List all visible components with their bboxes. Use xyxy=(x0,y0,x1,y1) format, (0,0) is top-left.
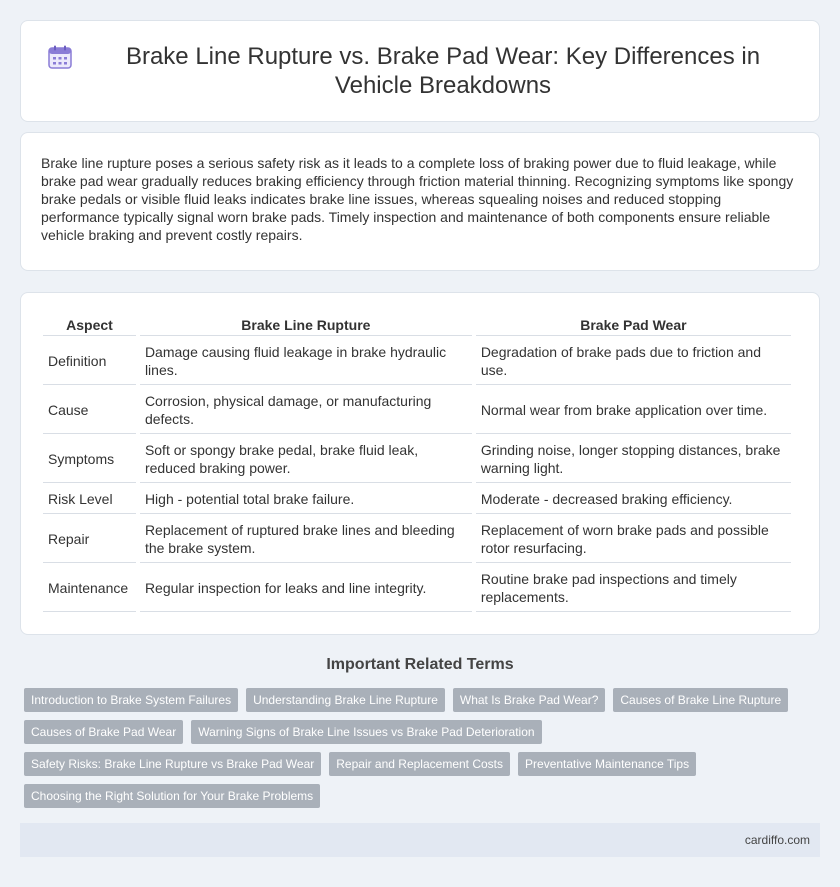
related-terms-list xyxy=(24,688,814,816)
cell-wear: Degradation of brake pads due to friction and use. xyxy=(476,336,791,385)
table-header-row xyxy=(43,314,791,336)
cell-aspect: Cause xyxy=(43,385,136,434)
comparison-table-card xyxy=(20,292,820,635)
cell-aspect: Definition xyxy=(43,336,136,385)
related-terms-title: Important Related Terms xyxy=(326,656,514,673)
cell-rupture: Corrosion, physical damage, or manufacturing defects. xyxy=(140,385,472,434)
related-term-tag[interactable]: Causes of Brake Line Rupture xyxy=(613,688,788,712)
cell-wear: Normal wear from brake application over time. xyxy=(476,385,791,434)
footer xyxy=(20,823,820,857)
related-term-tag[interactable]: What Is Brake Pad Wear? xyxy=(453,688,606,712)
cell-rupture: Regular inspection for leaks and line integrity. xyxy=(140,563,472,612)
header-aspect: Aspect xyxy=(43,314,136,336)
cell-aspect: Repair xyxy=(43,514,136,563)
table-row xyxy=(43,336,791,385)
cell-rupture: High - potential total brake failure. xyxy=(140,483,472,514)
table-row xyxy=(43,483,791,514)
related-term-tag[interactable]: Repair and Replacement Costs xyxy=(329,752,510,776)
table-row xyxy=(43,514,791,563)
calendar-icon xyxy=(47,44,73,70)
intro-card xyxy=(20,132,820,271)
related-term-tag[interactable]: Causes of Brake Pad Wear xyxy=(24,720,183,744)
intro-paragraph: Brake line rupture poses a serious safety risk as it leads to a complete loss of braking power due to fluid leakage, while brake pad wear gradually reduces braking efficiency through friction material thinning. Recognizing symptoms like spongy brake pedals or visible fluid leaks indicates brake line issues, whereas squealing noises and reduced stopping performance typically signal worn brake pads. Timely inspection and maintenance of both components ensure reliable vehicle braking and prevent costly repairs. xyxy=(41,155,794,243)
cell-aspect: Maintenance xyxy=(43,563,136,612)
cell-rupture: Damage causing fluid leakage in brake hydraulic lines. xyxy=(140,336,472,385)
cell-aspect: Risk Level xyxy=(43,483,136,514)
cell-wear: Routine brake pad inspections and timely replacements. xyxy=(476,563,791,612)
related-term-tag[interactable]: Choosing the Right Solution for Your Brake Problems xyxy=(24,784,320,808)
cell-wear: Moderate - decreased braking efficiency. xyxy=(476,483,791,514)
related-term-tag[interactable]: Safety Risks: Brake Line Rupture vs Brake Pad Wear xyxy=(24,752,321,776)
table-row xyxy=(43,563,791,612)
cell-aspect: Symptoms xyxy=(43,434,136,483)
related-term-tag[interactable]: Understanding Brake Line Rupture xyxy=(246,688,445,712)
related-term-tag[interactable]: Introduction to Brake System Failures xyxy=(24,688,238,712)
cell-wear: Grinding noise, longer stopping distances, brake warning light. xyxy=(476,434,791,483)
comparison-table xyxy=(39,314,795,612)
header-brake-line-rupture: Brake Line Rupture xyxy=(140,314,472,336)
table-row xyxy=(43,385,791,434)
page-title: Brake Line Rupture vs. Brake Pad Wear: Key Differences in Vehicle Breakdowns xyxy=(125,43,761,99)
header-card xyxy=(20,20,820,122)
table-row xyxy=(43,434,791,483)
footer-site-link[interactable]: cardiffo.com xyxy=(744,833,810,847)
related-term-tag[interactable]: Warning Signs of Brake Line Issues vs Brake Pad Deterioration xyxy=(191,720,541,744)
related-term-tag[interactable]: Preventative Maintenance Tips xyxy=(518,752,696,776)
cell-wear: Replacement of worn brake pads and possible rotor resurfacing. xyxy=(476,514,791,563)
header-brake-pad-wear: Brake Pad Wear xyxy=(476,314,791,336)
cell-rupture: Soft or spongy brake pedal, brake fluid leak, reduced braking power. xyxy=(140,434,472,483)
cell-rupture: Replacement of ruptured brake lines and bleeding the brake system. xyxy=(140,514,472,563)
